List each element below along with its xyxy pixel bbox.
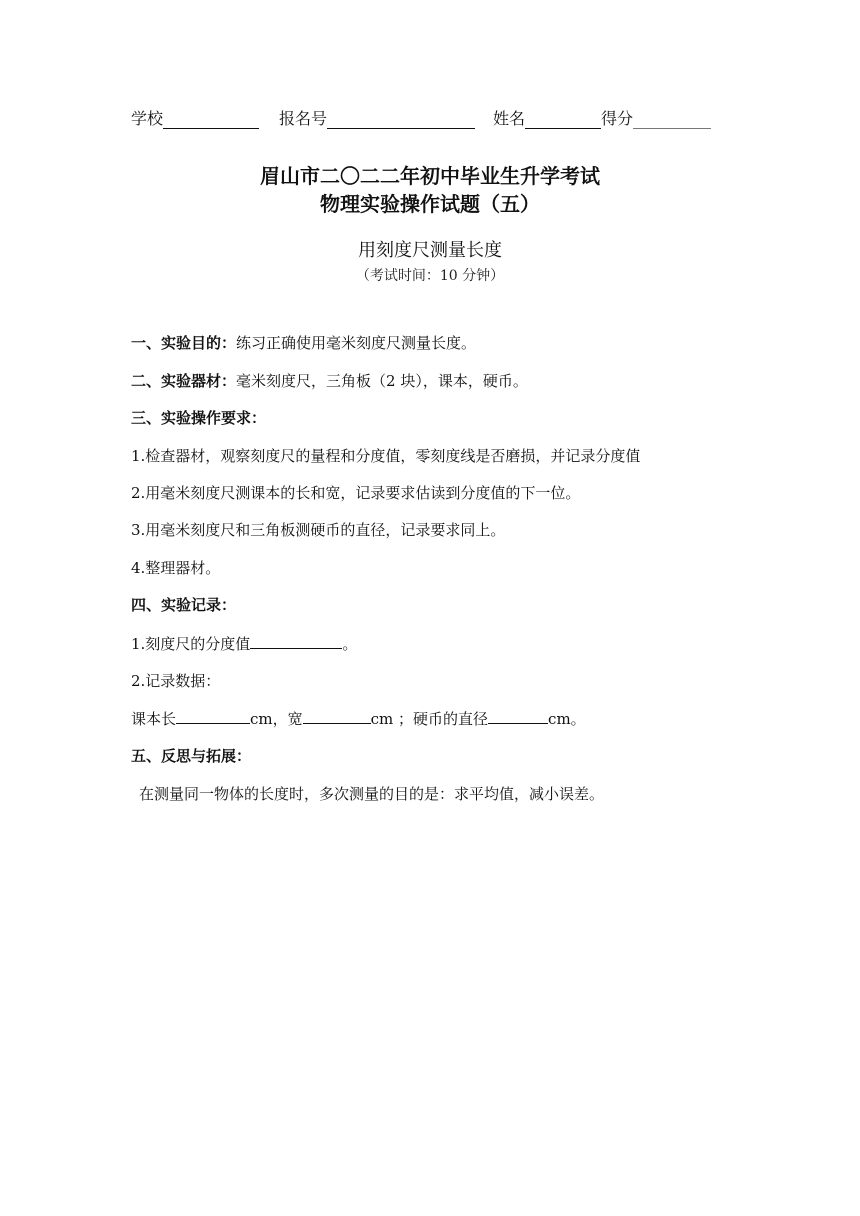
name-label: 姓名: [493, 109, 526, 128]
registration-blank[interactable]: [327, 110, 475, 129]
purpose-line: [131, 332, 476, 353]
record-1-prefix: 1.刻度尺的分度值: [131, 635, 251, 653]
record-1-suffix: 。: [342, 635, 358, 653]
record-1: [131, 632, 357, 654]
record-2: 2.记录数据：: [131, 672, 221, 690]
book-width-label: cm，宽: [250, 710, 303, 728]
requirement-2: 2.用毫米刻度尺测课本的长和宽，记录要求估读到分度值的下一位。: [131, 484, 581, 502]
exam-time: （考试时间：10 分钟）: [355, 268, 505, 284]
exam-title: 眉山市二〇二二年初中毕业生升学考试: [260, 164, 600, 188]
requirement-1: 1.检查器材，观察刻度尺的量程和分度值，零刻度线是否磨损，并记录分度值: [131, 447, 641, 465]
record-3: [131, 707, 586, 729]
score-label: 得分: [601, 109, 634, 128]
book-width-blank[interactable]: [303, 707, 371, 724]
school-blank[interactable]: [163, 110, 259, 129]
book-length-label: 课本长: [131, 710, 177, 728]
division-value-blank[interactable]: [250, 632, 342, 649]
equipment-label: 二、实验器材：: [131, 372, 237, 390]
experiment-title: 用刻度尺测量长度: [358, 240, 502, 261]
coin-diameter-unit: cm。: [548, 710, 586, 728]
student-info-line: [131, 106, 731, 129]
requirement-3: 3.用毫米刻度尺和三角板测硬币的直径，记录要求同上。: [131, 521, 506, 539]
coin-diameter-blank[interactable]: [488, 707, 548, 724]
school-label: 学校: [131, 109, 164, 128]
book-length-blank[interactable]: [176, 707, 250, 724]
equipment-line: [131, 370, 528, 391]
name-blank[interactable]: [525, 110, 601, 129]
purpose-text: 练习正确使用毫米刻度尺测量长度。: [236, 334, 477, 352]
reflection-text: 在测量同一物体的长度时，多次测量的目的是：求平均值，减小误差。: [139, 785, 605, 803]
equipment-text: 毫米刻度尺，三角板（2 块），课本，硬币。: [236, 372, 528, 390]
exam-subject-title: 物理实验操作试题（五）: [320, 192, 540, 216]
record-heading: 四、实验记录：: [131, 596, 237, 614]
score-blank[interactable]: [633, 110, 711, 129]
coin-diameter-label: cm ；硬币的直径: [370, 710, 489, 728]
registration-label: 报名号: [279, 109, 328, 128]
requirements-heading: 三、实验操作要求：: [131, 409, 267, 427]
purpose-label: 一、实验目的：: [131, 334, 237, 352]
requirement-4: 4.整理器材。: [131, 559, 221, 577]
reflection-heading: 五、反思与拓展：: [131, 747, 252, 765]
